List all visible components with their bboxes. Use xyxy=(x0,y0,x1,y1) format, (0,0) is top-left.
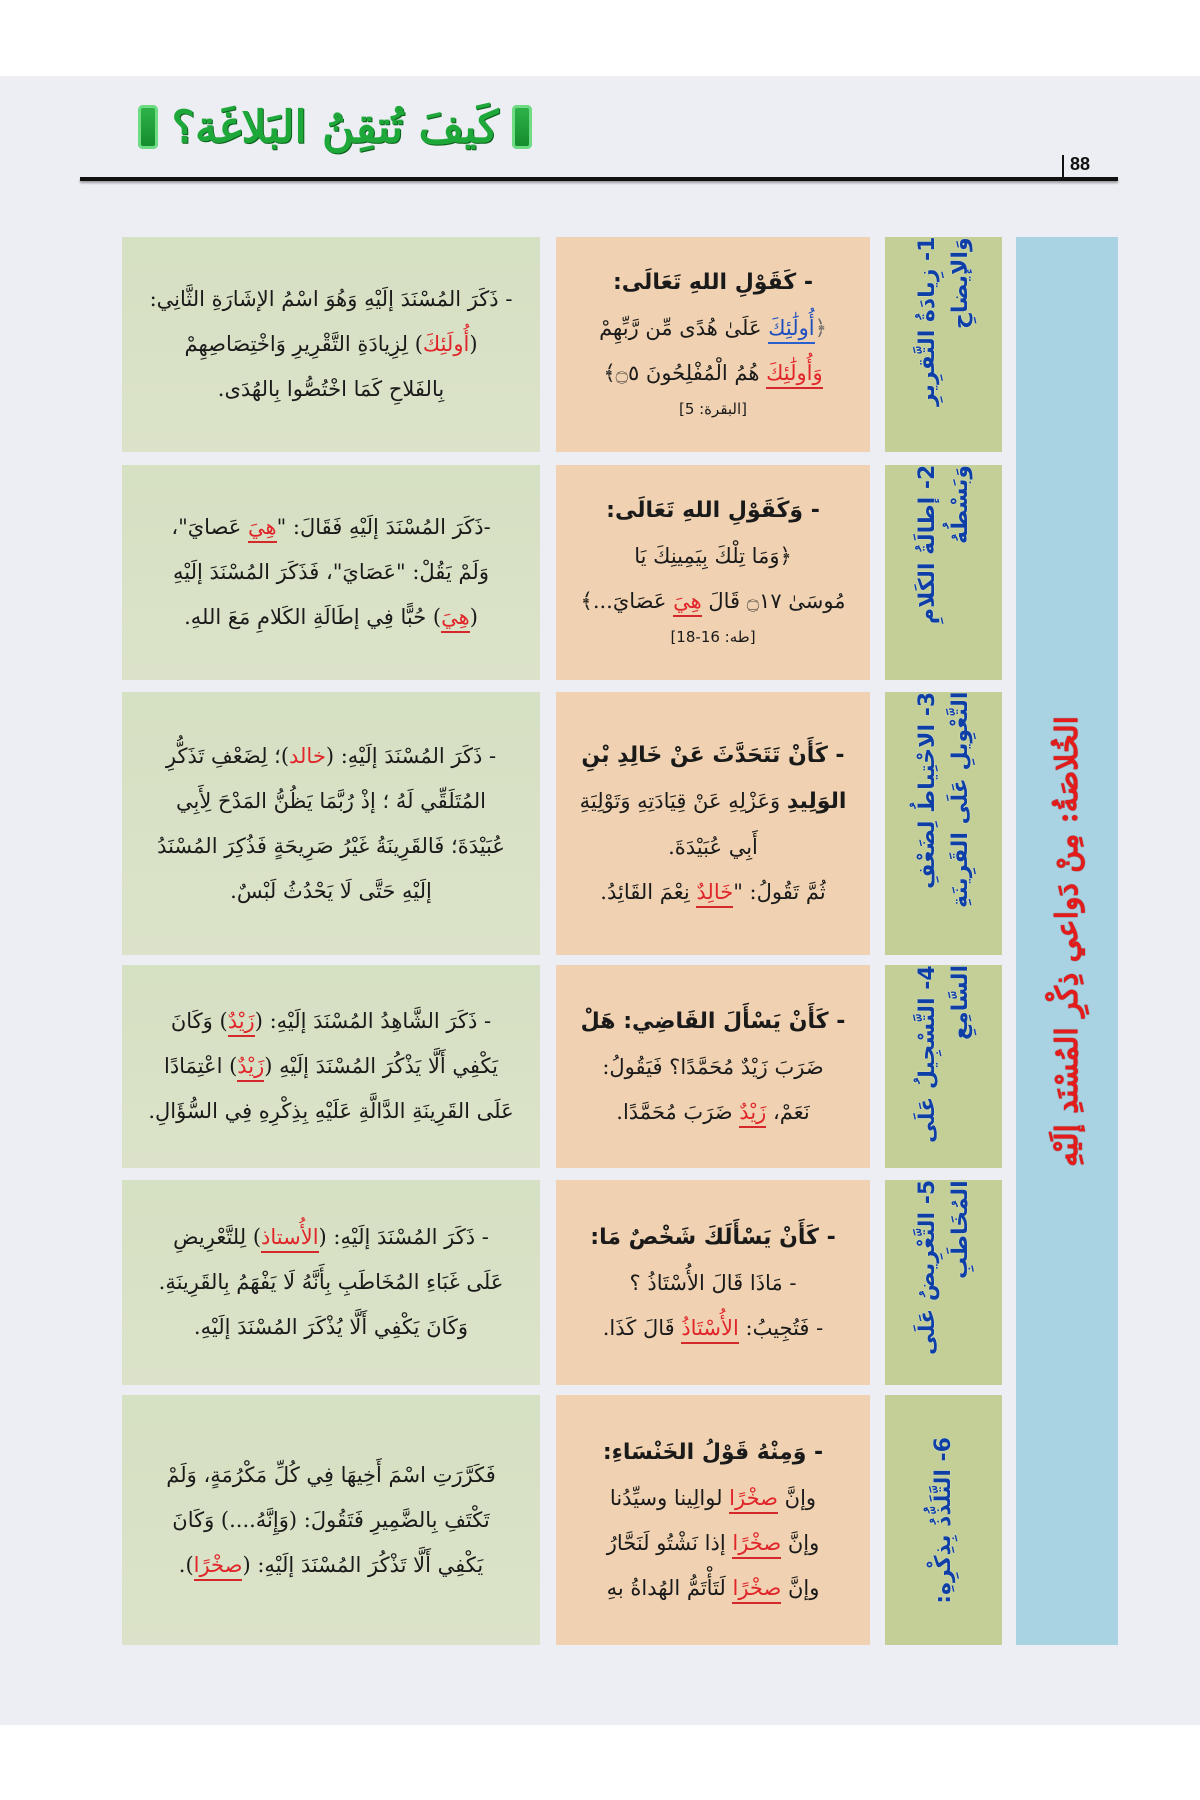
row-4-label-cell xyxy=(885,965,1002,1168)
example-line: ﴿وَمَا تِلْكَ بِيَمِينِكَ يَا xyxy=(634,544,792,568)
example-heading: - كَقَوْلِ اللهِ تَعَالَى: xyxy=(613,270,813,295)
explanation-line: عُبَيْدَةَ؛ فَالقَرِينَةُ غَيْرُ صَرِيحَةٍ فَذُكِرَ المُسْنَدُ xyxy=(157,833,505,858)
highlight-word: أُولَٰئِكَ xyxy=(768,316,814,344)
explanation-line: تَكْتَفِ بِالضَّمِيرِ فَتَقُولَ: (وَإِنَّهُ....) وَكَانَ xyxy=(172,1507,490,1532)
example-line: مُوسَىٰ ۝١٧ قَالَ هِيَ عَصَايَ...﴾ xyxy=(570,591,856,612)
highlight-word: صخْرًا xyxy=(732,1531,781,1559)
example-line: نَعَمْ، زَيْدٌ ضَرَبَ مُحَمَّدًا. xyxy=(570,1102,856,1123)
explanation-line: وَلَمْ يَقُلْ: "عَصَايَ"، فَذَكَرَ المُسْنَدَ إلَيْهِ xyxy=(173,560,489,584)
row-6-label: 6- التَّلَذُّذُ بِذِكْرِهِ: xyxy=(931,1436,956,1604)
row-4-example xyxy=(556,965,870,1168)
highlight-word: هِيَ xyxy=(673,589,702,617)
explanation-line: فَكَرَّرَتِ اسْمَ أَخِيهَا فِي كُلِّ مَكْرُمَةٍ، وَلَمْ xyxy=(166,1462,496,1487)
ornament-right-icon xyxy=(512,105,532,149)
top-margin xyxy=(0,0,1200,76)
bottom-margin xyxy=(0,1725,1200,1800)
explanation-line: - ذَكَرَ الشَّاهِدُ المُسْنَدَ إلَيْهِ: (زَيْدٌ) وَكَانَ xyxy=(136,1011,526,1032)
explanation-line: عَلَى القَرِينَةِ الدَّالَّةِ عَلَيْهِ بِذِكْرِهِ فِي السُّؤَالِ. xyxy=(148,1099,514,1123)
row-1-example xyxy=(556,237,870,452)
page-number: 88 xyxy=(1070,154,1091,174)
example-heading: - كَأَنْ تَتَحَدَّثَ عَنْ خَالِدِ بْنِ xyxy=(581,742,845,768)
highlight-word: خَالِدٌ xyxy=(696,880,733,908)
row-3-example xyxy=(556,692,870,955)
highlight-word: خالد xyxy=(289,743,326,768)
explanation-line: المُتَلَقِّي لَهُ ؛ إذْ رُبَّمَا يَظُنُّ المَدْحَ لِأَبِي xyxy=(176,788,486,813)
row-5-label: 5- التَّعْرِيضُ عَلَى المُخَاطَبِ xyxy=(914,1180,973,1356)
example-line: الوَلِيدِ وَعَزْلِهِ عَنْ قِيَادَتِهِ وَتَوْلِيَةِ xyxy=(579,788,847,814)
row-2-example xyxy=(556,465,870,680)
example-heading: - كَأَنْ يَسْأَلَ القَاضِي: هَلْ xyxy=(580,1008,846,1034)
explanation-line: -ذَكَرَ المُسْنَدَ إلَيْهِ فَقَالَ: "هِيَ عَصايَ"، xyxy=(136,517,526,538)
row-4-label: 4- التَّسْجِيلُ عَلَى السَّامِعِ xyxy=(914,965,973,1143)
highlight-word: زَيْدٌ xyxy=(228,1009,255,1037)
example-line: ثُمَّ تَقُولُ: "خَالِدٌ نِعْمَ القَائِدُ. xyxy=(570,882,856,903)
row-4-explanation xyxy=(122,965,540,1168)
explanation-line: - ذَكَرَ المُسْنَدَ إلَيْهِ: (خالد)؛ لِضَعْفِ تَذَكُّرِ xyxy=(165,743,497,768)
highlight-word: صخْرًا xyxy=(729,1486,778,1514)
example-heading: - كَأَنْ يَسْأَلَكَ شَخْصٌ مَا: xyxy=(590,1224,836,1250)
poem-verse: وإنَّ صخْرًا لوالِينا وسيِّدُنا xyxy=(570,1488,856,1509)
example-line: ﴿أُولَٰئِكَ عَلَىٰ هُدًى مِّن رَّبِّهِمْ xyxy=(570,318,856,339)
highlight-word: صخْرًا xyxy=(194,1553,243,1581)
quran-reference: [البقرة: 5] xyxy=(678,400,748,418)
explanation-line: إلَيْهِ حَتَّى لَا يَحْدُثُ لَبْسٌ. xyxy=(230,878,432,903)
example-heading: - وَمِنْهُ قَوْلُ الخَنْسَاءِ: xyxy=(602,1439,824,1465)
example-line: وَأُولَٰئِكَ هُمُ الْمُفْلِحُونَ ۝٥﴾ xyxy=(570,363,856,384)
row-5-example xyxy=(556,1180,870,1385)
explanation-line: عَلَى غَبَاءِ المُخَاطَبِ بِأَنَّهُ لَا يَفْهَمُ بِالقَرِينَةِ. xyxy=(158,1270,504,1294)
highlight-word: زَيْدٌ xyxy=(739,1100,766,1128)
row-6-example xyxy=(556,1395,870,1645)
summary-column xyxy=(1016,237,1118,1645)
row-3-explanation xyxy=(122,692,540,955)
row-3-label: 3- الاحْتِياطُ لِضَعْفِ التَّعْوِيلِ عَلَى القَرِينَةِ xyxy=(914,692,973,909)
row-1-label: 1- زِيادَةُ التَّقرِيرِ وَالإيضاحِ xyxy=(914,237,973,407)
header-rule xyxy=(80,177,1118,181)
highlight-word: الأُستاذ xyxy=(261,1225,319,1253)
row-6-explanation xyxy=(122,1395,540,1645)
explanation-line: - ذَكَرَ المُسْنَدَ إلَيْهِ: (الأُستاذ) لِلتَّعْرِيضِ xyxy=(136,1227,526,1248)
explanation-line: - ذَكَرَ المُسْنَدَ إلَيْهِ وَهُوَ اسْمُ الإشَارَةِ الثَّانِي: xyxy=(149,287,513,311)
ornament-left-icon xyxy=(138,105,158,149)
row-6-label-cell xyxy=(885,1395,1002,1645)
highlight-word: زَيْدٌ xyxy=(237,1054,264,1082)
row-3-label-cell xyxy=(885,692,1002,955)
poem-verse: وإنَّ صخْرًا لَتَأْتَمُّ الهُداةُ بهِ xyxy=(570,1578,856,1599)
quran-reference: [طه: 16-18] xyxy=(670,628,756,646)
explanation-line: بِالفَلاحِ كَمَا اخْتُصُّوا بِالهُدَى. xyxy=(217,377,445,401)
example-line: - فَتُجِيبُ: الأُسْتَاذُ قَالَ كَذَا. xyxy=(570,1318,856,1339)
highlight-word: وَأُولَٰئِكَ xyxy=(766,361,823,389)
highlight-word: صخْرًا xyxy=(732,1576,781,1604)
row-2-label-cell xyxy=(885,465,1002,680)
explanation-line: يَكْفِي أَلَّا يَذْكُرَ المُسْنَدَ إلَيْهِ (زَيْدٌ) اعْتِمَادًا xyxy=(136,1056,526,1077)
explanation-line: (هِيَ) حُبًّا فِي إطَالَةِ الكَلامِ مَعَ اللهِ. xyxy=(136,607,526,628)
explanation-line: وَكَانَ يَكْفِي أَلَّا يُذْكَرَ المُسْنَدَ إلَيْهِ. xyxy=(193,1315,469,1339)
book-title-text: كَيفَ تُتقِنُ البَلاغَة؟ xyxy=(171,101,499,153)
example-heading: - وَكَقَوْلِ اللهِ تَعَالَى: xyxy=(606,498,820,523)
page-number-divider xyxy=(1062,155,1064,177)
row-1-explanation xyxy=(122,237,540,452)
row-2-explanation xyxy=(122,465,540,680)
row-1-label-cell xyxy=(885,237,1002,452)
explanation-line: يَكْفِي أَلَّا تَذْكُرَ المُسْنَدَ إلَيْهِ: (صخْرًا). xyxy=(136,1555,526,1576)
example-line: ضَرَبَ زَيْدٌ مُحَمَّدًا؟ فَيَقُولُ: xyxy=(602,1054,824,1079)
highlight-word: هِيَ xyxy=(248,515,277,543)
row-5-label-cell xyxy=(885,1180,1002,1385)
highlight-word: الأُسْتَاذُ xyxy=(681,1316,739,1344)
poem-verse: وإنَّ صخْرًا إذا نَشْتُو لَنَحَّارُ xyxy=(570,1533,856,1554)
summary-title: الخُلاصَةُ: مِنْ دَواعي ذِكْرِ المُسْنَدِ إلَيْهِ xyxy=(1049,715,1085,1167)
row-2-label: 2- إطالَةُ الكَلامِ وَبَسْطُهُ xyxy=(914,465,973,625)
example-line: أَبِي عُبَيْدَةَ. xyxy=(668,834,758,859)
example-line: - مَاذَا قَالَ الأُسْتَاذُ ؟ xyxy=(629,1270,797,1295)
highlight-word: هِيَ xyxy=(441,605,470,633)
book-title xyxy=(120,92,550,162)
row-5-explanation xyxy=(122,1180,540,1385)
highlight-word: أُولَئِكَ xyxy=(422,332,470,356)
explanation-line: (أُولَئِكَ) لِزِيادَةِ التَّقْرِيرِ وَاخْتِصَاصِهِمْ xyxy=(184,332,478,356)
